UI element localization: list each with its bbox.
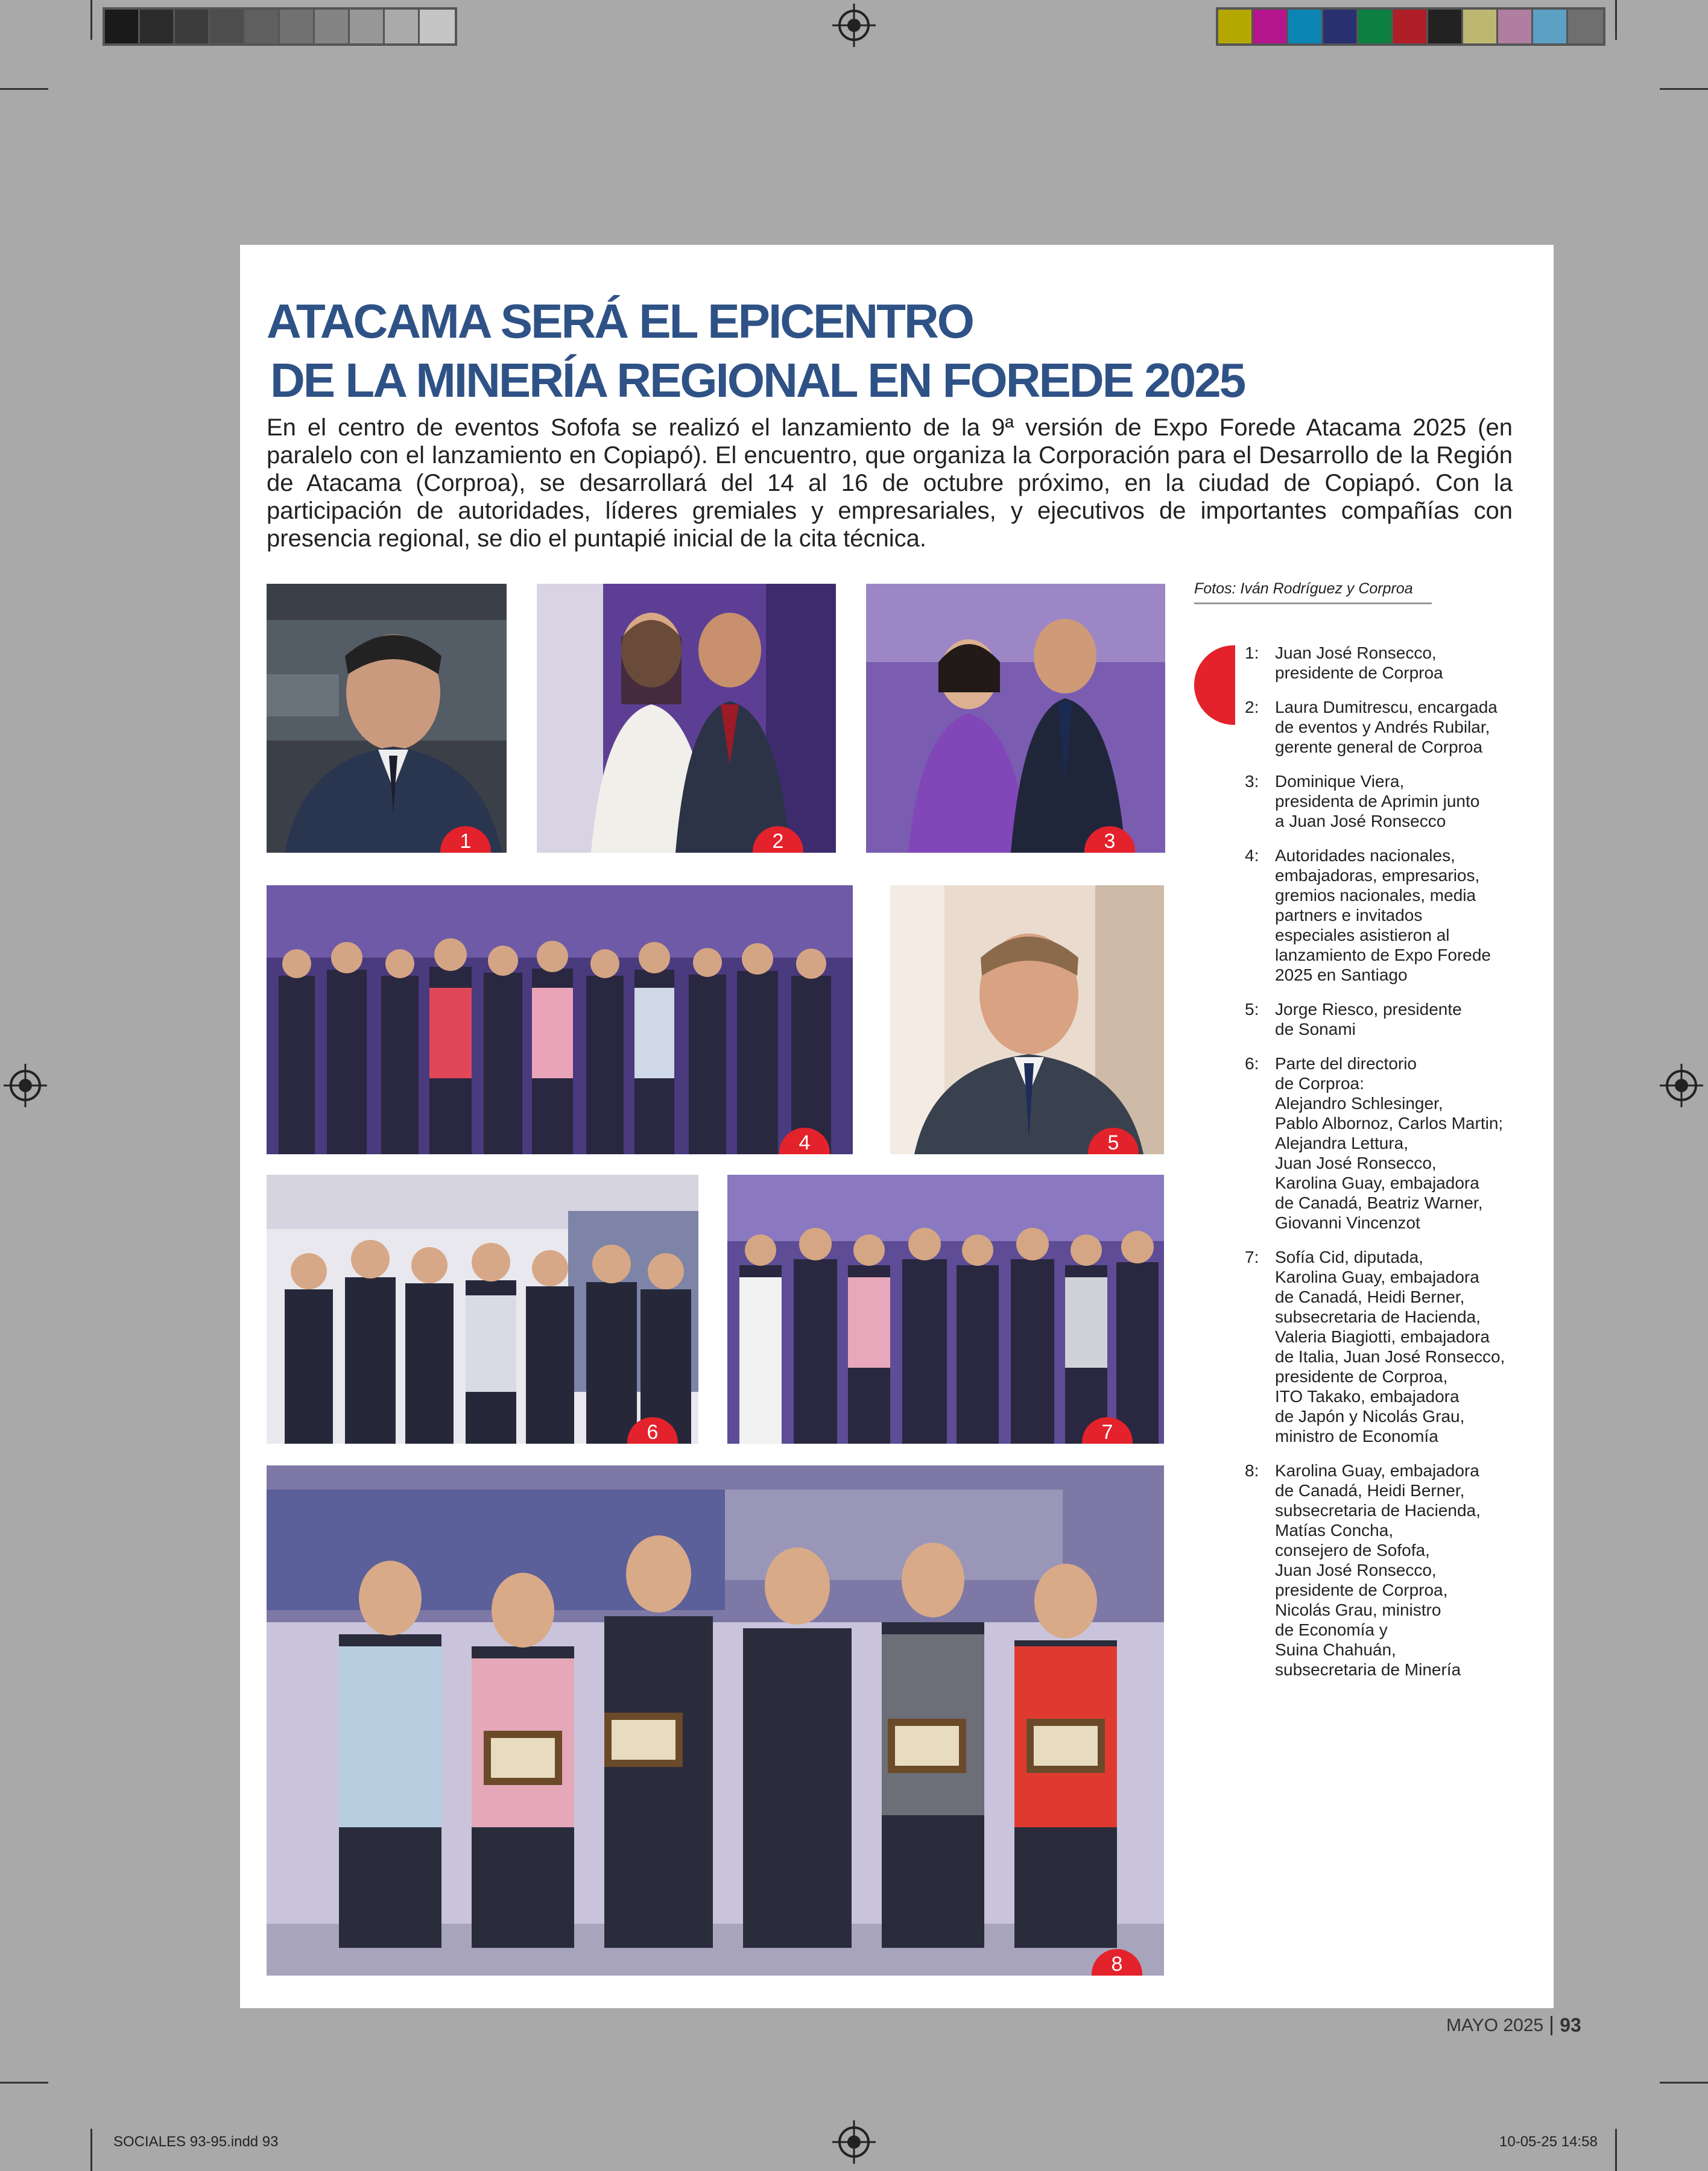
caption-line: Karolina Guay, embajadora (1275, 1461, 1479, 1480)
gray-swatch (175, 10, 210, 43)
gray-swatch (280, 10, 315, 43)
article-intro: En el centro de eventos Sofofa se realizó el lanzamiento de la 9ª versión de Expo Forede Atacama 2025 (en paralelo con el lanzamiento en Copiapó). El encuentro, que organiza la Corporación para el Desarrollo de la Región de Atacama (Corproa), se desarrollará del 14 al 16 de octubre próximo, en la ciudad de Copiapó. Con la participación de autoridades, líderes gremiales y empresariales, y ejecutivos de importantes compañías con presencia regional, se dio el puntapié inicial de la cita técnica. (267, 414, 1513, 552)
registration-mark-bottom (838, 2126, 870, 2158)
caption-line: embajadoras, empresarios, (1275, 866, 1480, 885)
caption-line: gremios nacionales, media (1275, 886, 1476, 905)
article-title (267, 292, 1473, 410)
photo-5-number-badge: 5 (1088, 1128, 1139, 1154)
caption-line: Karolina Guay, embajadora (1275, 1268, 1479, 1286)
caption-red-tab (1194, 645, 1235, 725)
crop-mark (90, 2129, 92, 2171)
caption-line: de Corproa: (1275, 1074, 1364, 1093)
caption-text (1275, 1054, 1528, 1233)
photo-1-image (267, 584, 507, 853)
gray-swatch (140, 10, 175, 43)
caption-line: Alejandro Schlesinger, (1275, 1094, 1443, 1113)
caption-line: Sofía Cid, diputada, (1275, 1248, 1423, 1266)
caption-text (1275, 845, 1528, 985)
caption-line: Autoridades nacionales, (1275, 846, 1455, 865)
crop-mark (0, 2082, 48, 2084)
gray-swatch (385, 10, 420, 43)
caption-line: Dominique Viera, (1275, 772, 1405, 791)
caption-item (1245, 845, 1528, 985)
color-swatch (1533, 10, 1568, 43)
magazine-page (240, 245, 1554, 2008)
color-swatch (1568, 10, 1603, 43)
photo-4-image (267, 885, 853, 1154)
gray-swatch (420, 10, 455, 43)
registration-mark-left (10, 1070, 41, 1101)
color-swatch (1253, 10, 1288, 43)
caption-line: subsecretaria de Hacienda, (1275, 1501, 1481, 1520)
folio-separator (1551, 2016, 1552, 2035)
crop-mark (1660, 88, 1708, 90)
caption-number: 1: (1245, 643, 1259, 662)
gray-swatch-strip (103, 7, 457, 46)
caption-number: 7: (1245, 1248, 1259, 1266)
crop-mark (1660, 2082, 1708, 2084)
caption-number: 6: (1245, 1054, 1259, 1073)
caption-line: gerente general de Corproa (1275, 738, 1483, 756)
photo-3 (866, 584, 1165, 853)
gray-swatch (245, 10, 280, 43)
caption-line: Jorge Riesco, presidente (1275, 1000, 1462, 1019)
caption-number: 5: (1245, 1000, 1259, 1019)
gray-swatch (105, 10, 140, 43)
caption-line: de Economía y (1275, 1620, 1388, 1639)
caption-item (1245, 1461, 1528, 1680)
color-swatch (1393, 10, 1428, 43)
caption-line: Giovanni Vincenzot (1275, 1213, 1420, 1232)
folio-month: MAYO 2025 (1446, 2015, 1544, 2035)
color-swatch-strip (1216, 7, 1605, 46)
color-swatch (1218, 10, 1253, 43)
photo-6 (267, 1175, 698, 1444)
caption-item (1245, 771, 1528, 831)
gray-swatch (315, 10, 350, 43)
caption-line: de Canadá, Beatriz Warner, (1275, 1193, 1483, 1212)
caption-line: 2025 en Santiago (1275, 965, 1408, 984)
caption-item (1245, 1054, 1528, 1233)
caption-line: Nicolás Grau, ministro (1275, 1601, 1441, 1619)
caption-line: Laura Dumitrescu, encargada (1275, 698, 1498, 716)
caption-line: partners e invitados (1275, 906, 1423, 924)
photo-5 (890, 885, 1164, 1154)
caption-line: de Japón y Nicolás Grau, (1275, 1407, 1465, 1426)
caption-line: subsecretaria de Hacienda, (1275, 1307, 1481, 1326)
crop-mark (0, 88, 48, 90)
caption-line: de eventos y Andrés Rubilar, (1275, 718, 1490, 736)
caption-line: consejero de Sofofa, (1275, 1541, 1430, 1560)
color-swatch (1428, 10, 1463, 43)
caption-number: 2: (1245, 698, 1259, 716)
slug-timestamp: 10-05-25 14:58 (1499, 2134, 1598, 2150)
caption-line: de Sonami (1275, 1020, 1356, 1038)
photo-1-number-badge: 1 (440, 826, 491, 853)
photo-7 (727, 1175, 1164, 1444)
caption-number: 4: (1245, 846, 1259, 865)
photo-captions (1245, 643, 1528, 1694)
caption-text (1275, 643, 1528, 683)
gray-swatch (350, 10, 385, 43)
caption-line: de Canadá, Heidi Berner, (1275, 1288, 1465, 1306)
photo-4-number-badge: 4 (779, 1128, 830, 1154)
photo-3-image (866, 584, 1165, 853)
caption-line: de Canadá, Heidi Berner, (1275, 1481, 1465, 1500)
folio-page-number: 93 (1560, 2014, 1581, 2036)
caption-line: Juan José Ronsecco, (1275, 1154, 1437, 1172)
photo-8 (267, 1465, 1164, 1976)
caption-line: de Italia, Juan José Ronsecco, (1275, 1347, 1505, 1366)
caption-line: Karolina Guay, embajadora (1275, 1174, 1479, 1192)
photo-6-number-badge: 6 (627, 1417, 678, 1444)
caption-line: especiales asistieron al (1275, 926, 1450, 944)
title-line-1: ATACAMA SERÁ EL EPICENTRO (267, 294, 973, 348)
caption-line: Matías Concha, (1275, 1521, 1394, 1540)
caption-text (1275, 1461, 1528, 1680)
photo-3-number-badge: 3 (1084, 826, 1135, 853)
photo-6-image (267, 1175, 698, 1444)
caption-line: subsecretaria de Minería (1275, 1660, 1461, 1679)
registration-mark-right (1666, 1070, 1697, 1101)
photo-4 (267, 885, 853, 1154)
caption-item (1245, 643, 1528, 683)
color-swatch (1498, 10, 1533, 43)
caption-line: lanzamiento de Expo Forede (1275, 946, 1491, 964)
color-swatch (1323, 10, 1358, 43)
caption-line: Juan José Ronsecco, (1275, 643, 1437, 662)
photo-2 (537, 584, 836, 853)
photo-1 (267, 584, 507, 853)
color-swatch (1463, 10, 1498, 43)
caption-line: ministro de Economía (1275, 1427, 1438, 1446)
page-folio (1446, 2014, 1581, 2037)
caption-line: presidente de Corproa, (1275, 1581, 1448, 1599)
color-swatch (1288, 10, 1323, 43)
caption-line: Suina Chahuán, (1275, 1640, 1396, 1659)
photo-credit: Fotos: Iván Rodríguez y Corproa (1194, 580, 1432, 604)
caption-line: ITO Takako, embajadora (1275, 1387, 1460, 1406)
photo-2-image (537, 584, 836, 853)
photo-8-image (267, 1465, 1164, 1976)
photo-8-number-badge: 8 (1092, 1949, 1142, 1976)
caption-item (1245, 1247, 1528, 1446)
photo-7-number-badge: 7 (1082, 1417, 1133, 1444)
registration-mark-top (838, 10, 870, 41)
photo-7-image (727, 1175, 1164, 1444)
caption-line: presidente de Corproa, (1275, 1367, 1448, 1386)
caption-number: 8: (1245, 1461, 1259, 1480)
color-swatch (1358, 10, 1393, 43)
caption-item (1245, 697, 1528, 757)
caption-item (1245, 999, 1528, 1039)
caption-text (1275, 771, 1528, 831)
crop-mark (1615, 2129, 1617, 2171)
slug-filename: SOCIALES 93-95.indd 93 (113, 2134, 279, 2150)
caption-number: 3: (1245, 772, 1259, 791)
caption-text (1275, 1247, 1528, 1446)
caption-line: a Juan José Ronsecco (1275, 812, 1446, 830)
crop-mark (1615, 0, 1617, 40)
caption-line: presidenta de Aprimin junto (1275, 792, 1480, 811)
caption-text (1275, 999, 1528, 1039)
caption-line: Alejandra Lettura, (1275, 1134, 1409, 1152)
caption-line: Juan José Ronsecco, (1275, 1561, 1437, 1579)
caption-text (1275, 697, 1528, 757)
crop-mark (90, 0, 92, 40)
caption-line: Parte del directorio (1275, 1054, 1417, 1073)
photo-2-number-badge: 2 (753, 826, 803, 853)
caption-line: presidente de Corproa (1275, 663, 1443, 682)
gray-swatch (210, 10, 245, 43)
caption-line: Valeria Biagiotti, embajadora (1275, 1327, 1490, 1346)
photo-5-image (890, 885, 1164, 1154)
caption-line: Pablo Albornoz, Carlos Martin; (1275, 1114, 1504, 1133)
title-line-2: DE LA MINERÍA REGIONAL EN FOREDE 2025 (270, 353, 1245, 407)
